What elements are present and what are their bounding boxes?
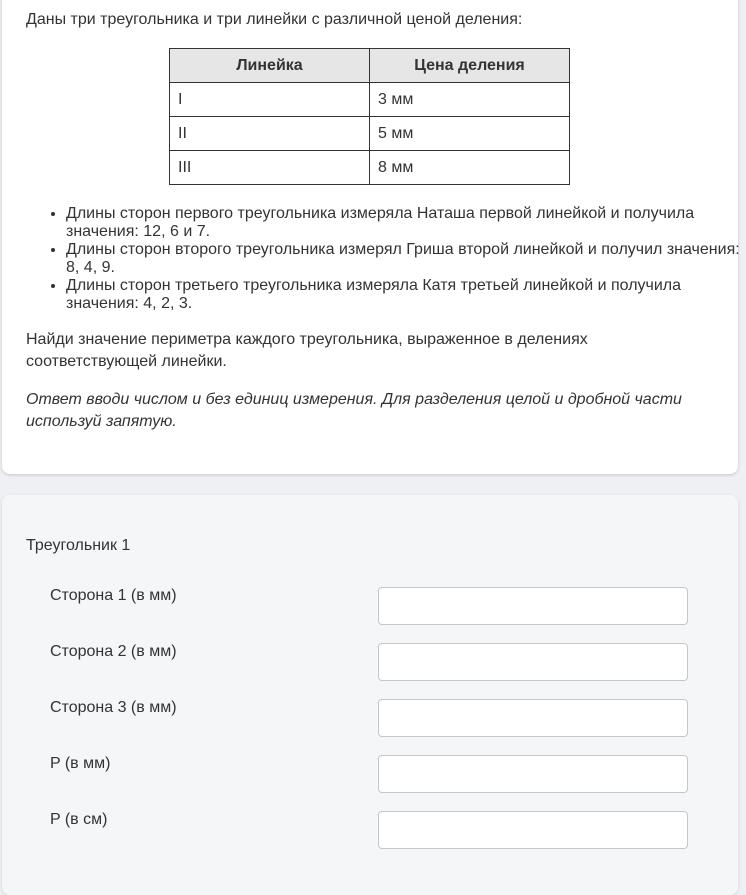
- table-row: [170, 151, 570, 185]
- measurement-list: [26, 205, 746, 313]
- column-header-division: Цена деления: [370, 49, 570, 83]
- division-cell: 8 мм: [370, 151, 570, 185]
- perimeter-mm-input[interactable]: [378, 755, 688, 793]
- answer-note: Ответ вводи числом и без единиц измерения. Для разделения целой и дробной части используй запятую.: [26, 391, 682, 430]
- table-row: [170, 83, 570, 117]
- side-2-input[interactable]: [378, 643, 688, 681]
- side-1-label: Сторона 1 (в мм): [50, 587, 177, 604]
- triangle-group-title: Треугольник 1: [26, 537, 131, 554]
- ruler-cell: III: [170, 151, 370, 185]
- table-header-row: [170, 49, 570, 83]
- table-row: [170, 117, 570, 151]
- list-item: • Длины сторон третьего треугольника измеряла Катя третьей линейкой и получила значения: 4, 2, 3.: [66, 277, 746, 313]
- division-cell: 5 мм: [370, 117, 570, 151]
- ruler-cell: I: [170, 83, 370, 117]
- ruler-cell: II: [170, 117, 370, 151]
- intro-text: Даны три треугольника и три линейки с различной ценой деления:: [26, 11, 523, 28]
- list-item: • Длины сторон второго треугольника измерял Гриша второй линейкой и получил значения: 8, 4, 9.: [66, 241, 746, 277]
- perimeter-cm-input[interactable]: [378, 811, 688, 849]
- division-cell: 3 мм: [370, 83, 570, 117]
- column-header-ruler: Линейка: [170, 49, 370, 83]
- perimeter-cm-label: P (в см): [50, 811, 108, 828]
- rulers-table: [169, 48, 570, 185]
- list-item: • Длины сторон первого треугольника измеряла Наташа первой линейкой и получила значения: 12, 6 и 7.: [66, 205, 746, 241]
- side-3-input[interactable]: [378, 699, 688, 737]
- perimeter-mm-label: P (в мм): [50, 755, 111, 772]
- task-text: Найди значение периметра каждого треугольника, выраженное в делениях соответствующей линейки.: [26, 331, 588, 370]
- side-3-label: Сторона 3 (в мм): [50, 699, 177, 716]
- side-2-label: Сторона 2 (в мм): [50, 643, 177, 660]
- side-1-input[interactable]: [378, 587, 688, 625]
